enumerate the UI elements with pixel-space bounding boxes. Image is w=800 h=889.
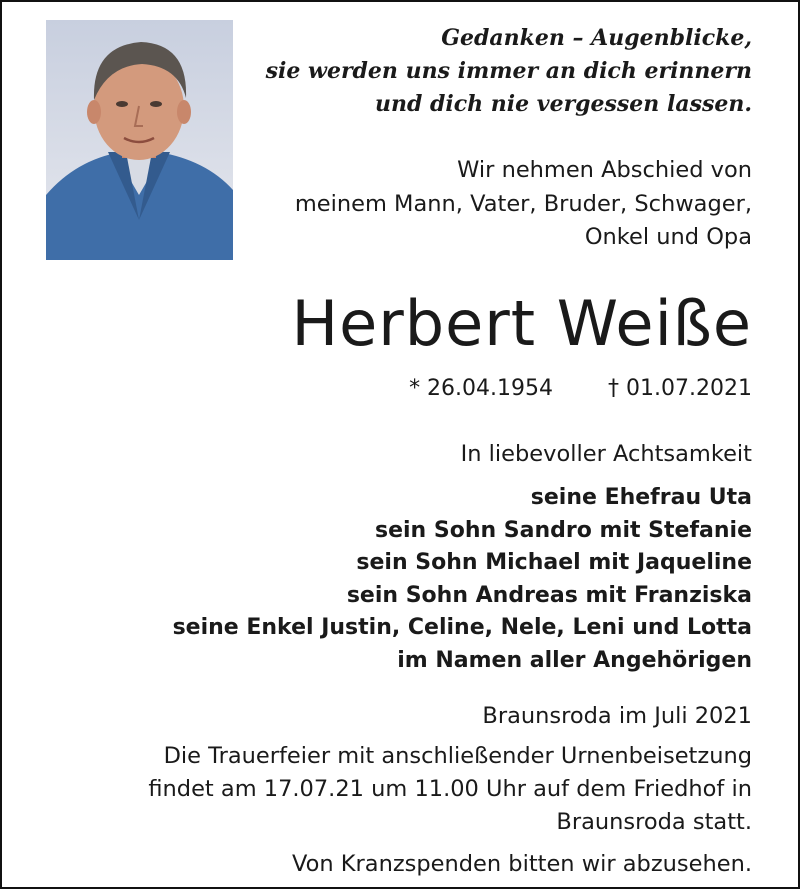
mourner-entry: im Namen aller Angehörigen <box>397 647 752 673</box>
mourners-list <box>173 482 752 678</box>
quote-line: und dich nie vergessen lassen. <box>374 91 752 117</box>
mourner-entry: sein Sohn Andreas mit Franziska <box>346 582 752 608</box>
mourner-entry: seine Ehefrau Uta <box>530 485 752 510</box>
quote-verse <box>266 22 752 121</box>
mourner-entry: sein Sohn Michael mit Jaqueline <box>356 550 752 576</box>
place-and-date: Braunsroda im Juli 2021 <box>482 703 752 729</box>
ceremony-line: findet am 17.07.21 um 11.00 Uhr auf dem Friedhof in <box>148 776 752 802</box>
death-date: † 01.07.2021 <box>608 376 752 401</box>
mourner-entry: sein Sohn Sandro mit Stefanie <box>374 517 752 543</box>
ceremony-info <box>148 740 752 839</box>
deceased-name: Herbert Weiße <box>291 287 752 360</box>
quote-line: sie werden uns immer an dich erinnern <box>265 58 752 84</box>
mourners-heading: In liebevoller Achtsamkeit <box>460 441 752 467</box>
portrait-photo <box>46 20 233 260</box>
wreath-note: Von Kranzspenden bitten wir abzusehen. <box>291 851 752 877</box>
ceremony-line: Die Trauerfeier mit anschließender Urnenbeisetzung <box>163 743 752 769</box>
intro-line: meinem Mann, Vater, Bruder, Schwager, <box>294 190 752 217</box>
quote-line: Gedanken – Augenblicke, <box>441 25 752 51</box>
intro-line: Wir nehmen Abschied von <box>457 157 752 183</box>
birth-date: * 26.04.1954 <box>409 376 554 401</box>
farewell-intro <box>295 154 752 255</box>
ceremony-line: Braunsroda statt. <box>556 809 752 835</box>
life-dates <box>409 372 752 405</box>
intro-line: Onkel und Opa <box>584 224 752 250</box>
mourner-entry: seine Enkel Justin, Celine, Nele, Leni und Lotta <box>172 615 752 641</box>
